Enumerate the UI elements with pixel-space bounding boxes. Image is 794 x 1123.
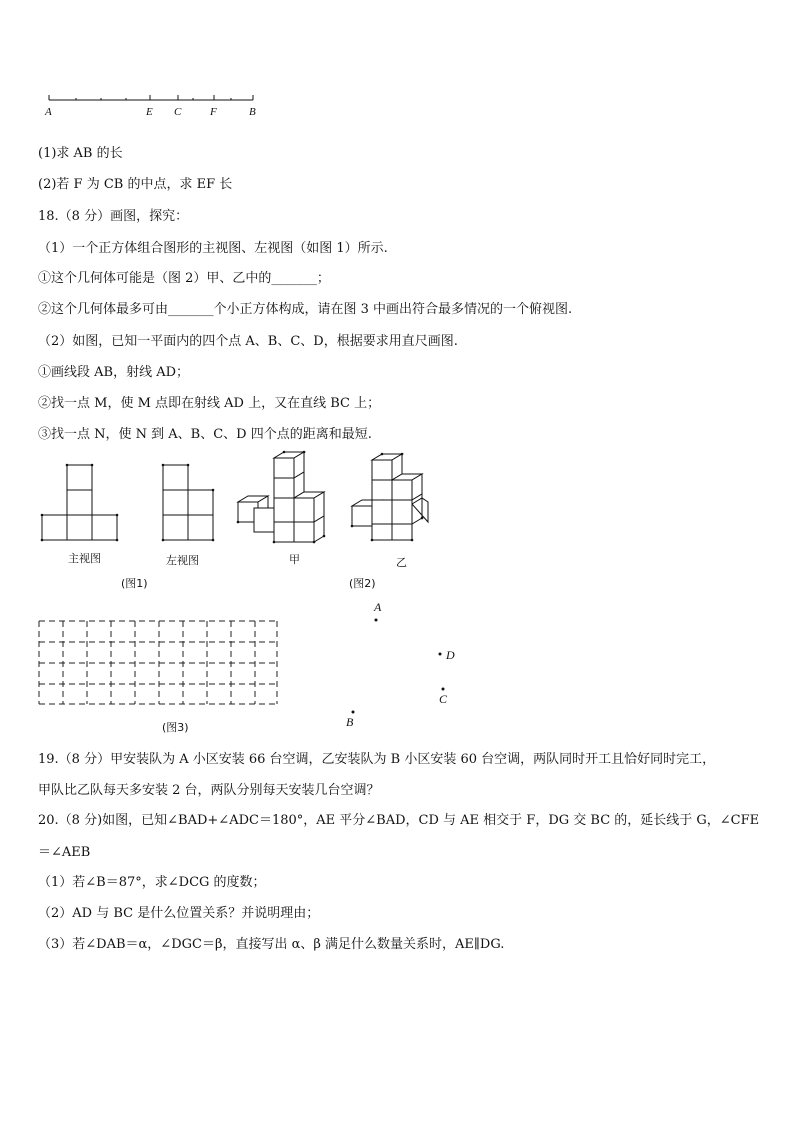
front-view-figure [40,465,120,545]
point-c-dot [442,688,445,691]
q20-part2: （2）AD 与 BC 是什么位置关系？并说明理由； [38,906,320,921]
figure-2-caption: (图2) [349,577,376,590]
q20-part3: （3）若∠DAB＝α，∠DGC＝β，直接写出 α、β 满足什么数量关系时，AE∥DG. [38,937,505,952]
point-b-label: B [346,715,354,729]
q18-part2b: ②找一点 M，使 M 点即在射线 AD 上，又在直线 BC 上； [38,396,381,411]
point-c-label: C [439,692,448,706]
figure-3-caption: (图3) [162,721,189,734]
figure-3-grid [37,618,282,708]
q18-part2a: ①画线段 AB，射线 AD； [38,365,190,380]
point-label-f: F [210,106,217,118]
point-b-dot [352,711,355,714]
q18-part1b: ②这个几何体最多可由_______个小正方体构成，请在图 3 中画出符合最多情况的一个俯视图. [38,302,573,317]
point-label-b: B [249,106,256,118]
solid-jia-label: 甲 [289,553,300,566]
segment-figure [40,88,300,118]
point-label-a: A [45,106,52,118]
point-label-c: C [174,106,182,118]
point-a-dot [375,619,378,622]
left-view-label: 左视图 [166,554,199,567]
q20-line2: ＝∠AEB [38,845,91,860]
q18-part1a: ①这个几何体可能是（图 2）甲、乙中的_______； [38,271,330,286]
q17-part1: (1)求 AB 的长 [38,146,123,161]
point-label-e: E [146,106,153,118]
q20-part1: （1）若∠B＝87°，求∠DCG 的度数； [38,875,266,890]
point-d-label: D [446,648,455,662]
q18-part1: （1）一个正方体组合图形的主视图、左视图（如图 1）所示. [38,241,388,256]
four-points-figure [340,605,460,725]
q18-part2c: ③找一点 N，使 N 到 A、B、C、D 四个点的距离和最短. [38,427,372,442]
solid-yi-label: 乙 [396,556,407,569]
front-view-label: 主视图 [68,552,101,565]
left-view-figure [160,465,220,545]
solid-yi-figure [350,452,440,547]
point-a-label: A [374,600,382,614]
point-d-dot [439,653,442,656]
q18-part2: （2）如图，已知一平面内的四个点 A、B、C、D，根据要求用直尺画图. [38,334,458,349]
q17-part2: (2)若 F 为 CB 的中点，求 EF 长 [38,177,233,192]
q19-line2: 甲队比乙队每天多安装 2 台，两队分别每天安装几台空调？ [38,783,380,798]
solid-jia-figure [236,452,336,547]
q18-header: 18.（8 分）画图，探究： [38,209,189,224]
q20-line1: 20.（8 分)如图，已知∠BAD+∠ADC＝180°，AE 平分∠BAD，CD 与 AE 相交于 F，DG 交 BC 的，延长线于 G，∠CFE [38,813,760,828]
figure-1-caption: (图1) [121,577,148,590]
q19-line1: 19.（8 分）甲安装队为 A 小区安装 66 台空调，乙安装队为 B 小区安装 60 台空调，两队同时开工且恰好同时完工， [38,752,716,767]
